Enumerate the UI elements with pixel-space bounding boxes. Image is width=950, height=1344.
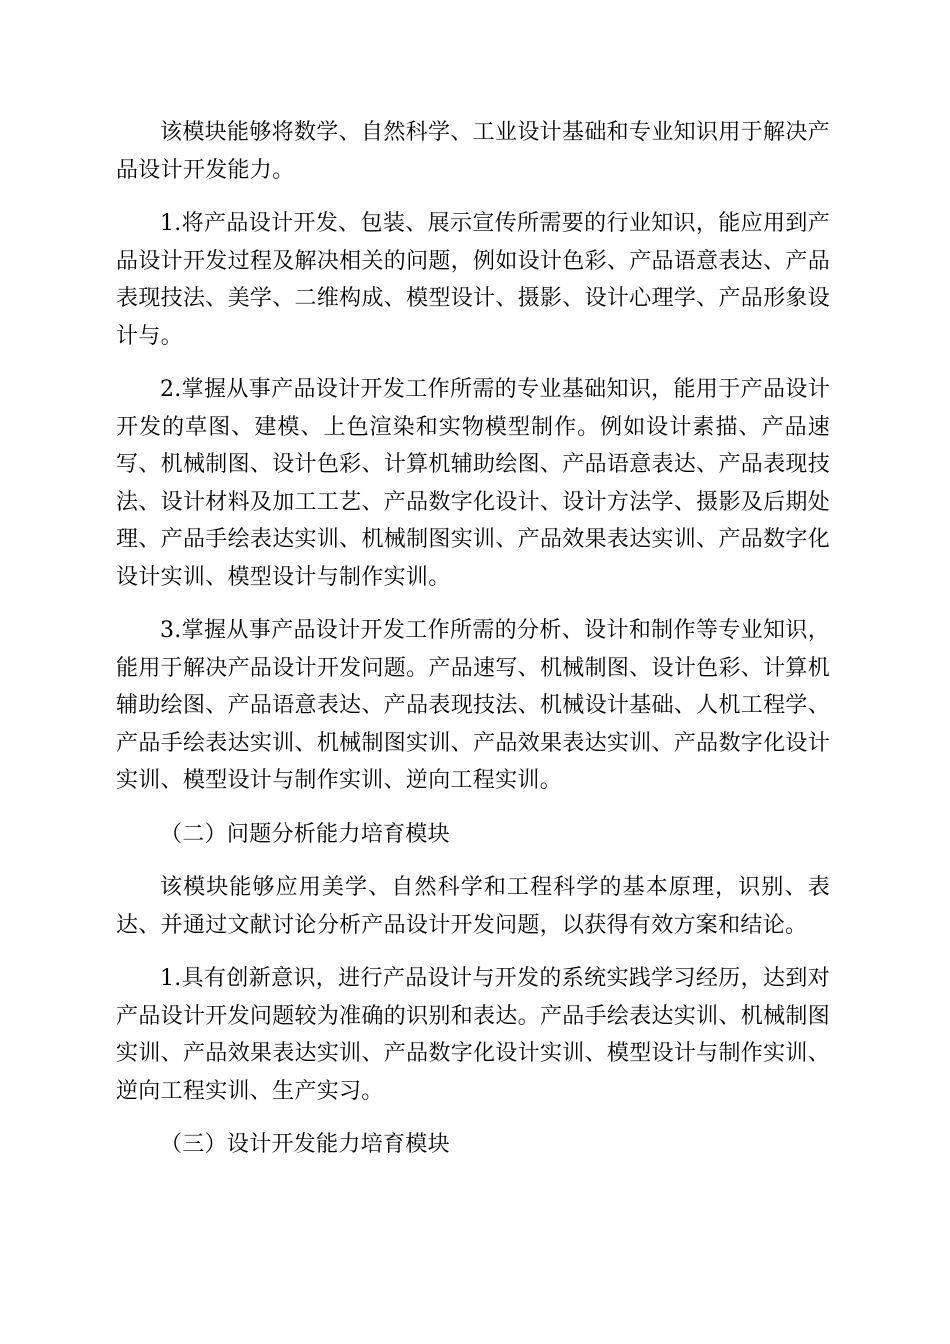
paragraph-item-3: 3.掌握从事产品设计开发工作所需的分析、设计和制作等专业知识，能用于解决产品设计开发问题。产品速写、机械制图、设计色彩、计算机辅助绘图、产品语意表达、产品表现技法、机械设计基础、人机工程学、产品手绘表达实训、机械制图实训、产品效果表达实训、产品数字化设计实训、模型设计与制作实训、逆向工程实训。 [116, 618, 830, 793]
paragraph-section-2-item-1: 1.具有创新意识，进行产品设计与开发的系统实践学习经历，达到对产品设计开发问题较为准确的识别和表达。产品手绘表达实训、机械制图实训、产品效果表达实训、产品数字化设计实训、模型设计与制作实训、逆向工程实训、生产实习。 [116, 966, 830, 1104]
paragraph-intro: 该模块能够将数学、自然科学、工业设计基础和专业知识用于解决产品设计开发能力。 [116, 120, 830, 183]
section-heading-3: （三）设计开发能力培育模块 [160, 1132, 450, 1157]
document-body [116, 114, 830, 1164]
paragraph-item-2: 2.掌握从事产品设计开发工作所需的专业基础知识，能用于产品设计开发的草图、建模、上色渲染和实物模型制作。例如设计素描、产品速写、机械制图、设计色彩、计算机辅助绘图、产品语意表达、产品表现技法、设计材料及加工工艺、产品数字化设计、设计方法学、摄影及后期处理、产品手绘表达实训、机械制图实训、产品效果表达实训、产品数字化设计实训、模型设计与制作实训。 [116, 377, 830, 590]
section-heading-2: （二）问题分析能力培育模块 [160, 821, 450, 847]
paragraph-section-2-intro: 该模块能够应用美学、自然科学和工程科学的基本原理，识别、表达、并通过文献讨论分析产品设计开发问题，以获得有效方案和结论。 [116, 875, 830, 938]
paragraph-item-1: 1.将产品设计开发、包装、展示宣传所需要的行业知识，能应用到产品设计开发过程及解决相关的问题，例如设计色彩、产品语意表达、产品表现技法、美学、二维构成、模型设计、摄影、设计心理学、产品形象设计与。 [116, 211, 830, 349]
